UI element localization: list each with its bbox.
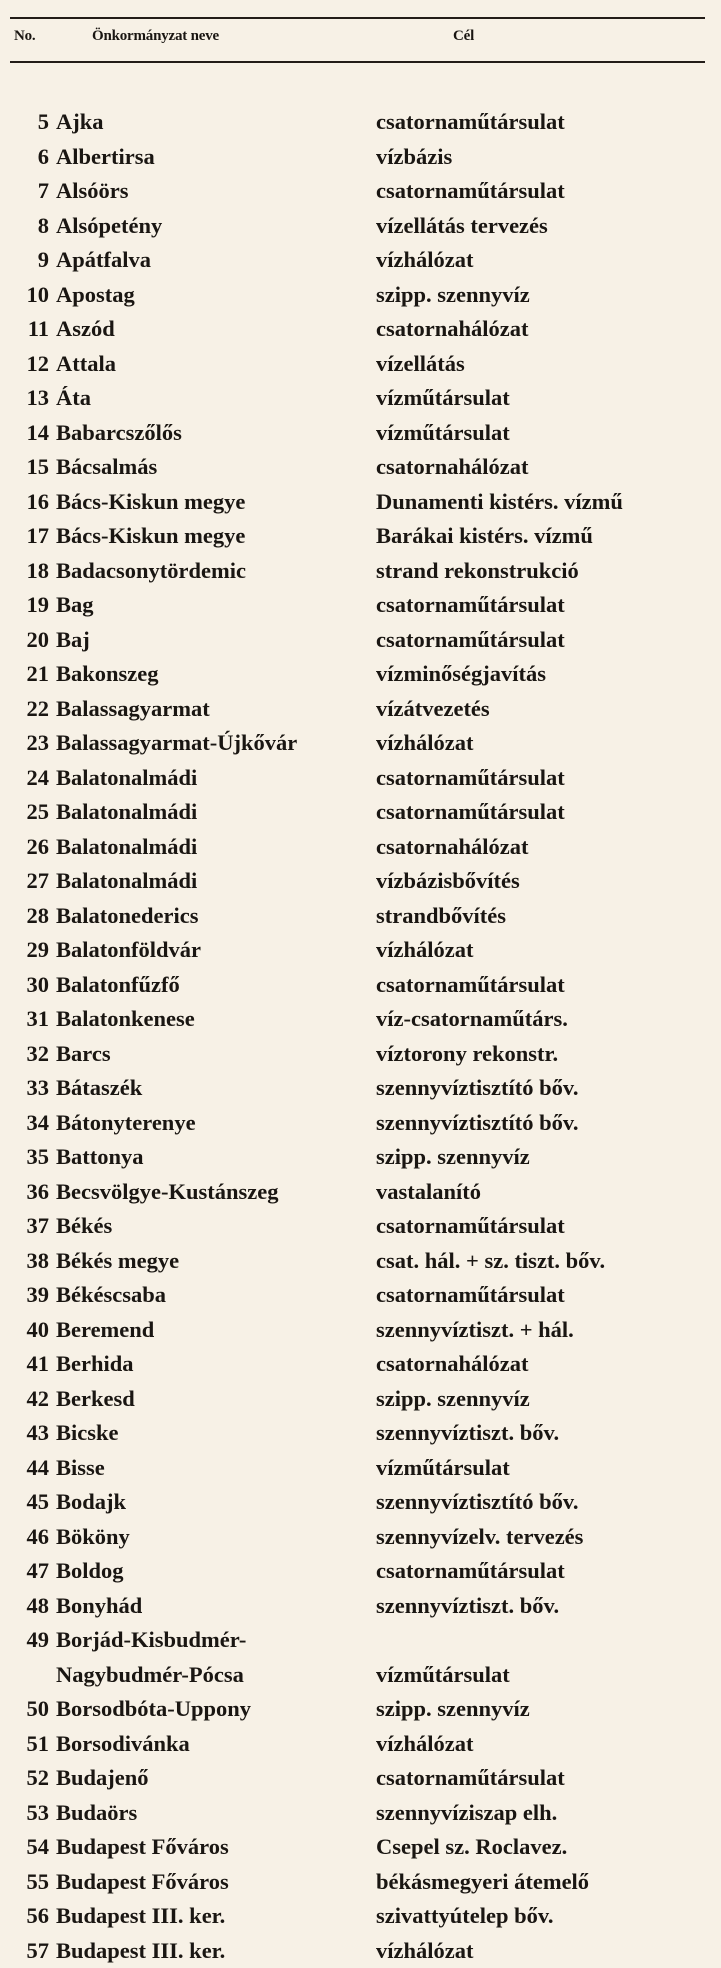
goal-text: vízműtársulat [376,1658,510,1693]
municipality-name: Babarcszőlős [56,416,182,451]
municipality-name: Bács-Kiskun megye [56,485,245,520]
row-number: 19 [0,588,49,623]
table-row [0,416,721,451]
table-row [0,1071,721,1106]
municipality-name: Bisse [56,1451,105,1486]
row-number: 42 [0,1382,49,1417]
goal-text: szipp. szennyvíz [376,1692,530,1727]
goal-text: szennyvíziszap elh. [376,1796,557,1831]
row-number: 56 [0,1899,49,1934]
municipality-name: Budajenő [56,1761,149,1796]
goal-text: csatornaműtársulat [376,795,565,830]
municipality-name: Bicske [56,1416,119,1451]
row-number: 6 [0,140,49,175]
table-row [0,347,721,382]
row-number: 34 [0,1106,49,1141]
municipality-name: Alsóörs [56,174,129,209]
table-row [0,1623,721,1692]
municipality-name: Budapest Főváros [56,1865,229,1900]
table-row [0,657,721,692]
header-name: Önkormányzat neve [92,28,219,45]
municipality-name: Aszód [56,312,115,347]
goal-text: szennyvíztisztító bőv. [376,1106,579,1141]
municipality-name: Áta [56,381,91,416]
goal-text: csatornahálózat [376,830,528,865]
table-row [0,105,721,140]
row-number: 13 [0,381,49,416]
goal-text: csatornaműtársulat [376,1761,565,1796]
row-number: 55 [0,1865,49,1900]
goal-text: szennyvíztisztító bőv. [376,1485,579,1520]
table-row [0,1761,721,1796]
row-number: 9 [0,243,49,278]
municipality-name: Balassagyarmat-Újkővár [56,726,297,761]
goal-text: vízbázis [376,140,452,175]
goal-text: csatornaműtársulat [376,174,565,209]
table-row [0,450,721,485]
row-number: 7 [0,174,49,209]
table-row [0,1278,721,1313]
municipality-name: Bag [56,588,94,623]
municipality-name: Bátaszék [56,1071,142,1106]
municipality-name: Becsvölgye-Kustánszeg [56,1175,278,1210]
table-row [0,1865,721,1900]
row-number: 22 [0,692,49,727]
table-row [0,1002,721,1037]
row-number: 18 [0,554,49,589]
municipality-name: Berkesd [56,1382,135,1417]
row-number: 35 [0,1140,49,1175]
goal-text: strandbővítés [376,899,506,934]
table-row [0,1899,721,1934]
goal-text: vízminőségjavítás [376,657,546,692]
municipality-name: Balatonalmádi [56,864,197,899]
table-row [0,623,721,658]
municipality-name: Bököny [56,1520,130,1555]
municipality-name: Budaörs [56,1796,137,1831]
table-row [0,692,721,727]
goal-text: vízbázisbővítés [376,864,520,899]
row-number: 46 [0,1520,49,1555]
row-number: 29 [0,933,49,968]
row-number: 24 [0,761,49,796]
goal-text: csatornaműtársulat [376,968,565,1003]
row-number: 36 [0,1175,49,1210]
goal-text: vízátvezetés [376,692,490,727]
table-row [0,933,721,968]
goal-text: strand rekonstrukció [376,554,579,589]
goal-text: szipp. szennyvíz [376,1382,530,1417]
row-number: 41 [0,1347,49,1382]
municipality-name: Békés [56,1209,112,1244]
row-number: 51 [0,1727,49,1762]
table-header [10,17,705,63]
row-number: 12 [0,347,49,382]
municipality-name: Bonyhád [56,1589,142,1624]
table-row [0,312,721,347]
table-row [0,864,721,899]
table-row [0,209,721,244]
table-body [0,105,721,1968]
municipality-name: Budapest III. ker. [56,1899,225,1934]
goal-text: vízellátás [376,347,465,382]
municipality-name: Budapest Főváros [56,1830,229,1865]
row-number: 43 [0,1416,49,1451]
goal-text: szennyvízelv. tervezés [376,1520,583,1555]
row-number: 39 [0,1278,49,1313]
row-number: 40 [0,1313,49,1348]
table-row [0,554,721,589]
municipality-name: Beremend [56,1313,154,1348]
municipality-name: Apátfalva [56,243,151,278]
goal-text: békásmegyeri átemelő [376,1865,589,1900]
table-row [0,1692,721,1727]
row-number: 52 [0,1761,49,1796]
municipality-name: Alsópetény [56,209,162,244]
municipality-name: Bakonszeg [56,657,159,692]
table-row [0,519,721,554]
table-row [0,1520,721,1555]
municipality-name: Badacsonytördemic [56,554,246,589]
municipality-name: Balatonfűzfő [56,968,180,1003]
table-row [0,1934,721,1968]
table-row [0,1727,721,1762]
table-row [0,278,721,313]
table-row [0,899,721,934]
row-number: 10 [0,278,49,313]
row-number: 27 [0,864,49,899]
goal-text: szipp. szennyvíz [376,1140,530,1175]
municipality-name: Békéscsaba [56,1278,166,1313]
goal-text: víz-csatornaműtárs. [376,1002,568,1037]
row-number: 16 [0,485,49,520]
row-number: 37 [0,1209,49,1244]
row-number: 49 [0,1623,49,1658]
row-number: 33 [0,1071,49,1106]
municipality-name: Boldog [56,1554,124,1589]
table-row [0,1106,721,1141]
table-row [0,761,721,796]
goal-text: szennyvíztiszt. + hál. [376,1313,574,1348]
table-row [0,1209,721,1244]
municipality-name: Bácsalmás [56,450,157,485]
row-number: 8 [0,209,49,244]
municipality-name: Berhida [56,1347,134,1382]
municipality-name: Ajka [56,105,104,140]
municipality-name: Balatonederics [56,899,198,934]
goal-text: csatornaműtársulat [376,105,565,140]
row-number: 5 [0,105,49,140]
municipality-name: Balassagyarmat [56,692,210,727]
municipality-name: Attala [56,347,116,382]
municipality-name: Battonya [56,1140,144,1175]
goal-text: csatornaműtársulat [376,1554,565,1589]
table-row [0,174,721,209]
row-number: 48 [0,1589,49,1624]
table-row [0,1416,721,1451]
municipality-name: Baj [56,623,90,658]
table-row [0,243,721,278]
goal-text: csatornahálózat [376,1347,528,1382]
row-number: 44 [0,1451,49,1486]
goal-text: szivattyútelep bőv. [376,1899,554,1934]
table-row [0,1382,721,1417]
goal-text: csatornaműtársulat [376,1278,565,1313]
municipality-name: Balatonalmádi [56,795,197,830]
table-row [0,485,721,520]
header-goal: Cél [453,28,474,45]
municipality-name: Balatonalmádi [56,830,197,865]
goal-text: vízműtársulat [376,1451,510,1486]
goal-text: Barákai kistérs. vízmű [376,519,593,554]
row-number: 21 [0,657,49,692]
municipality-name: Bodajk [56,1485,126,1520]
row-number: 20 [0,623,49,658]
goal-text: csatornaműtársulat [376,761,565,796]
table-row [0,1037,721,1072]
goal-text: vízhálózat [376,243,473,278]
table-row [0,381,721,416]
goal-text: csat. hál. + sz. tiszt. bőv. [376,1244,605,1279]
row-number: 23 [0,726,49,761]
row-number: 14 [0,416,49,451]
row-number: 11 [0,312,49,347]
row-number: 47 [0,1554,49,1589]
goal-text: vastalanító [376,1175,481,1210]
municipality-name: Borsodivánka [56,1727,190,1762]
row-number: 17 [0,519,49,554]
goal-text: Dunamenti kistérs. vízmű [376,485,623,520]
municipality-name: Balatonalmádi [56,761,197,796]
table-row [0,830,721,865]
table-row [0,1589,721,1624]
municipality-name: Apostag [56,278,135,313]
row-number: 28 [0,899,49,934]
goal-text: csatornahálózat [376,450,528,485]
table-row [0,1244,721,1279]
table-row [0,1796,721,1831]
row-number: 32 [0,1037,49,1072]
goal-text: vízhálózat [376,1727,473,1762]
table-row [0,726,721,761]
goal-text: csatornaműtársulat [376,588,565,623]
goal-text: csatornahálózat [376,312,528,347]
row-number: 15 [0,450,49,485]
goal-text: csatornaműtársulat [376,623,565,658]
municipality-name: Balatonföldvár [56,933,201,968]
row-number: 31 [0,1002,49,1037]
table-row [0,1313,721,1348]
goal-text: vízműtársulat [376,381,510,416]
municipality-name: Borjád-Kisbudmér- [56,1623,246,1658]
row-number: 26 [0,830,49,865]
table-row [0,968,721,1003]
municipality-name: Bács-Kiskun megye [56,519,245,554]
municipality-name: Békés megye [56,1244,179,1279]
row-number: 45 [0,1485,49,1520]
table-row [0,1347,721,1382]
row-number: 30 [0,968,49,1003]
goal-text: vízellátás tervezés [376,209,548,244]
table-row [0,1485,721,1520]
goal-text: Csepel sz. Roclavez. [376,1830,567,1865]
row-number: 54 [0,1830,49,1865]
municipality-name-continued: Nagybudmér-Pócsa [56,1658,244,1693]
goal-text: szennyvíztiszt. bőv. [376,1416,559,1451]
goal-text: csatornaműtársulat [376,1209,565,1244]
row-number: 25 [0,795,49,830]
municipality-name: Budapest III. ker. [56,1934,225,1968]
table-row [0,588,721,623]
table-row [0,1451,721,1486]
municipality-name: Barcs [56,1037,111,1072]
goal-text: szipp. szennyvíz [376,278,530,313]
goal-text: vízműtársulat [376,416,510,451]
header-no: No. [14,28,35,45]
municipality-name: Bátonyterenye [56,1106,196,1141]
municipality-name: Albertirsa [56,140,155,175]
row-number: 57 [0,1934,49,1968]
table-row [0,1140,721,1175]
goal-text: vízhálózat [376,726,473,761]
municipality-name: Balatonkenese [56,1002,195,1037]
table-row [0,795,721,830]
goal-text: szennyvíztiszt. bőv. [376,1589,559,1624]
goal-text: víztorony rekonstr. [376,1037,558,1072]
table-row [0,1554,721,1589]
table-row [0,140,721,175]
municipality-name: Borsodbóta-Uppony [56,1692,251,1727]
row-number: 38 [0,1244,49,1279]
goal-text: szennyvíztisztító bőv. [376,1071,579,1106]
goal-text: vízhálózat [376,933,473,968]
row-number: 50 [0,1692,49,1727]
table-row [0,1830,721,1865]
table-row [0,1175,721,1210]
goal-text: vízhálózat [376,1934,473,1968]
row-number: 53 [0,1796,49,1831]
